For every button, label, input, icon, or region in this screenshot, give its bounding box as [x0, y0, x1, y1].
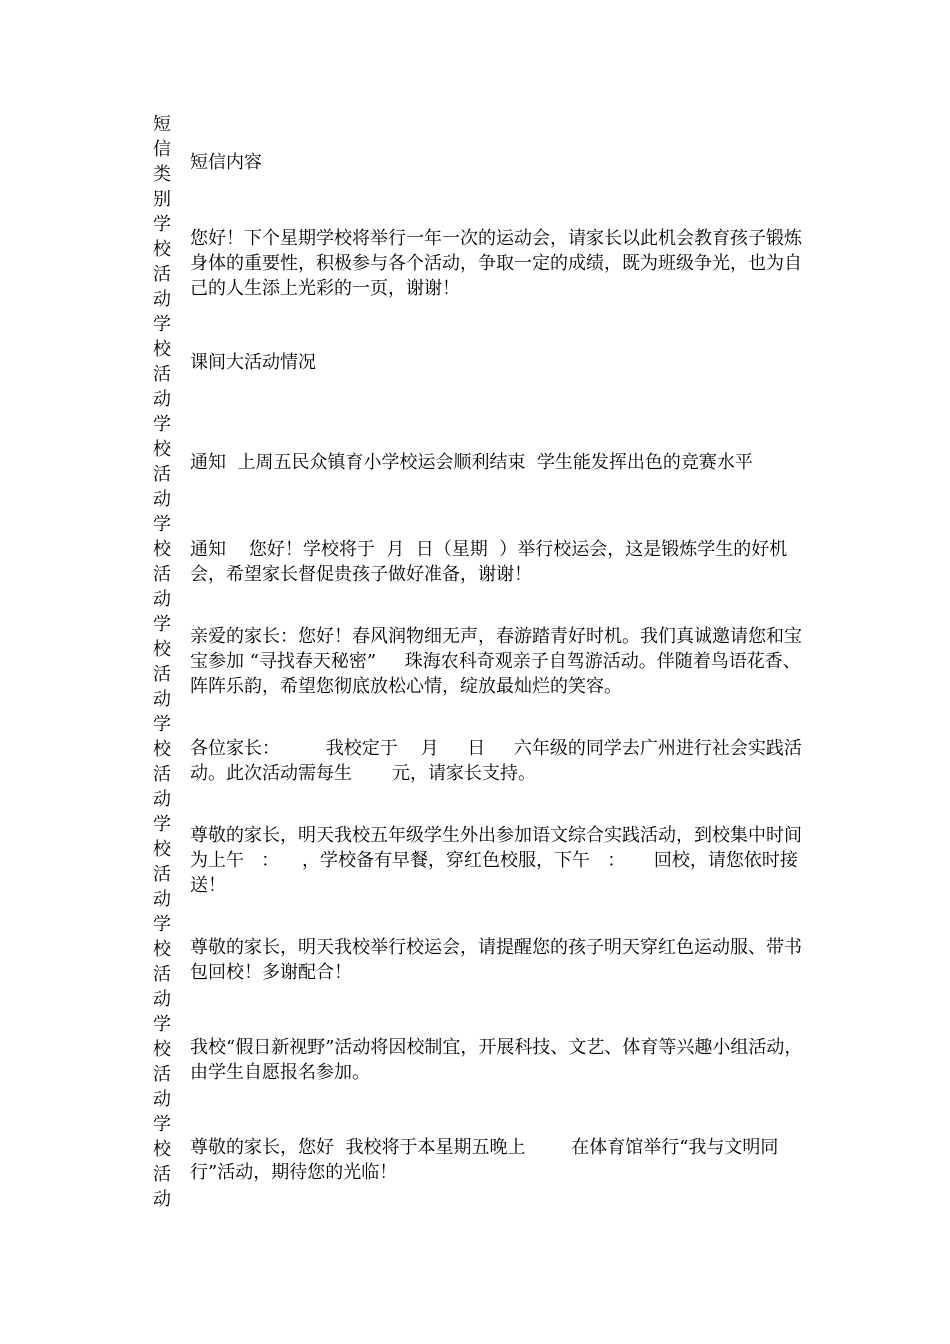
message-guangzhou-trip: 各位家长： 我校定于 月 日 六年级的同学去广州进行社会实践活动。此次活动需每生 元，请家长支持。 — [190, 738, 802, 784]
category-char: 校 — [153, 739, 171, 760]
category-char: 学 — [153, 1114, 171, 1135]
category-char: 动 — [153, 489, 171, 510]
category-char: 校 — [153, 539, 171, 560]
category-char: 校 — [153, 339, 171, 360]
message-civility-event: 尊敬的家长，您好 我校将于本星期五晚上 在体育馆举行“我与文明同行”活动，期待您的光临！ — [190, 1137, 779, 1183]
category-char: 学 — [153, 214, 171, 235]
category-char: 活 — [153, 764, 171, 785]
content-header: 短信内容 — [190, 152, 262, 173]
category-char: 活 — [153, 1064, 171, 1085]
category-char: 校 — [153, 1139, 171, 1160]
category-char: 动 — [153, 289, 171, 310]
message-sports-meet: 您好！下个星期学校将举行一年一次的运动会，请家长以此机会教育孩子锻炼身体的重要性，积极参与各个活动，争取一定的成绩，既为班级争光，也为自己的人生添上光彩的一页，谢谢！ — [190, 228, 802, 299]
category-char: 学 — [153, 614, 171, 635]
category-char: 学 — [153, 514, 171, 535]
category-column — [150, 112, 174, 1212]
category-char: 动 — [153, 389, 171, 410]
message-practice-activity: 尊敬的家长，明天我校五年级学生外出参加语文综合实践活动，到校集中时间为上午 ： ，学校备有早餐，穿红色校服，下午 ： 回校，请您依时接送！ — [190, 825, 802, 896]
message-meet-ended: 通知 上周五民众镇育小学校运会顺利结束 学生能发挥出色的竞赛水平 — [190, 452, 753, 473]
category-char: 活 — [153, 364, 171, 385]
category-char: 校 — [153, 839, 171, 860]
category-char: 校 — [153, 1039, 171, 1060]
category-char: 学 — [153, 714, 171, 735]
message-break-activity: 课间大活动情况 — [190, 352, 316, 373]
category-char: 活 — [153, 564, 171, 585]
category-char: 活 — [153, 264, 171, 285]
category-char: 活 — [153, 964, 171, 985]
category-char: 信 — [153, 139, 171, 160]
category-char: 动 — [153, 789, 171, 810]
category-char: 学 — [153, 914, 171, 935]
category-char: 动 — [153, 889, 171, 910]
category-char: 活 — [153, 1164, 171, 1185]
category-char: 动 — [153, 989, 171, 1010]
category-char: 动 — [153, 1189, 171, 1210]
message-holiday-vision: 我校“假日新视野”活动将因校制宜，开展科技、文艺、体育等兴趣小组活动，由学生自愿报名参加。 — [190, 1037, 803, 1083]
category-char: 动 — [153, 689, 171, 710]
category-char: 学 — [153, 814, 171, 835]
category-char: 学 — [153, 1014, 171, 1035]
category-char: 校 — [153, 639, 171, 660]
category-char: 类 — [153, 164, 171, 185]
category-char: 活 — [153, 664, 171, 685]
category-char: 学 — [153, 414, 171, 435]
category-char: 动 — [153, 1089, 171, 1110]
category-char: 校 — [153, 239, 171, 260]
category-char: 别 — [153, 189, 171, 210]
category-char: 学 — [153, 314, 171, 335]
category-char: 动 — [153, 589, 171, 610]
message-sportswear: 尊敬的家长，明天我校举行校运会，请提醒您的孩子明天穿红色运动服、带书包回校！多谢配合！ — [190, 937, 802, 983]
message-spring-outing: 亲爱的家长：您好！春风润物细无声，春游踏青好时机。我们真诚邀请您和宝宝参加 “寻找春天秘密” 珠海农科奇观亲子自驾游活动。伴随着鸟语花香、阵阵乐韵，希望您彻底放松心情，绽放最灿烂的笑容。 — [190, 626, 802, 697]
category-char: 校 — [153, 439, 171, 460]
category-char: 校 — [153, 939, 171, 960]
category-char: 活 — [153, 864, 171, 885]
category-char: 活 — [153, 464, 171, 485]
category-char: 短 — [153, 114, 171, 135]
message-meet-notice: 通知 您好！学校将于 月 日（星期 ）举行校运会，这是锻炼学生的好机会，希望家长督促贵孩子做好准备，谢谢！ — [190, 539, 788, 585]
